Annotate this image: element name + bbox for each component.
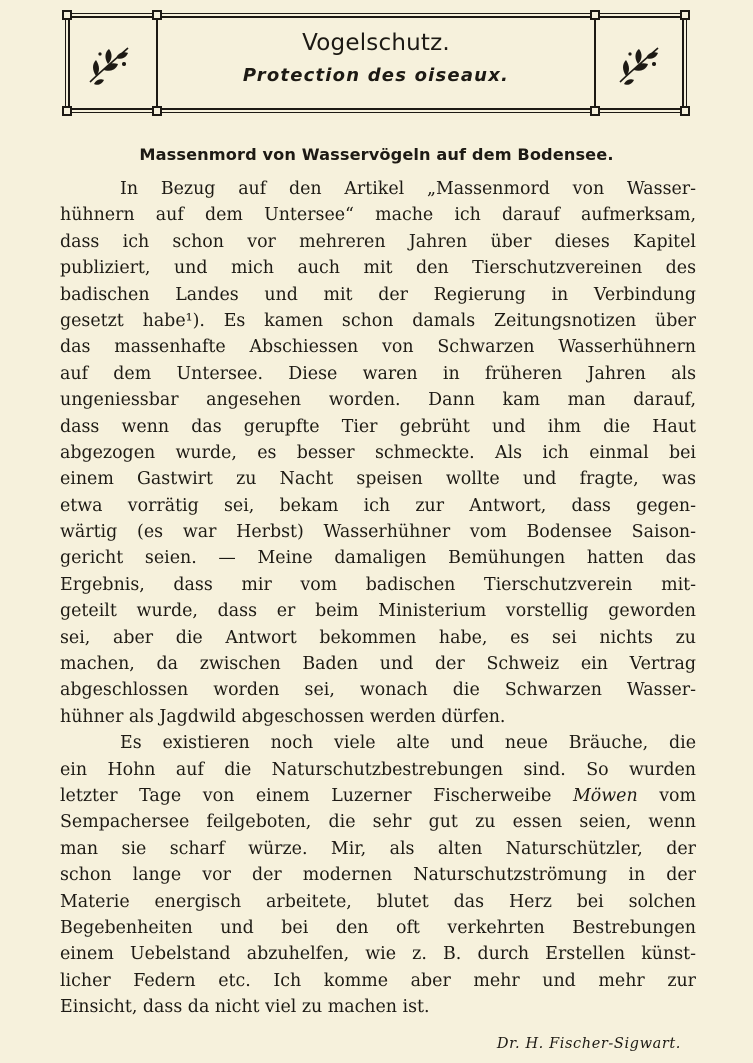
text-line: ein Hohn auf die Naturschutzbestrebungen sind. So wurden <box>60 759 696 780</box>
text-line: Sempachersee feilgeboten, die sehr gut zu essen seien, wenn <box>60 812 696 833</box>
text-line: abgeschlossen worden sei, wonach die Schwarzen Wasser- <box>60 680 696 701</box>
header-frame <box>62 10 690 116</box>
text-line: geteilt wurde, dass er beim Ministerium vorstellig geworden <box>60 601 696 622</box>
text-line: abgezogen wurde, es besser schmeckte. Als ich einmal bei <box>60 442 696 463</box>
section-title-german: Vogelschutz. <box>302 30 450 56</box>
text-line: Begebenheiten und bei den oft verkehrten Bestrebungen <box>60 917 696 938</box>
text-line: schon lange vor der modernen Naturschutzströmung in der <box>60 865 696 886</box>
text-line: licher Federn etc. Ich komme aber mehr und mehr zur <box>60 970 696 991</box>
text-line: ungeniessbar angesehen worden. Dann kam man darauf, <box>60 390 696 411</box>
leaf-ornament-icon <box>616 42 664 88</box>
text-line: hühner als Jagdwild abgeschossen werden dürfen. <box>60 706 506 727</box>
section-title-block <box>162 28 590 90</box>
section-title-french: Protection des oiseaux. <box>242 65 510 86</box>
leaf-ornament-icon <box>86 42 134 88</box>
text-line: Ergebnis, dass mir vom badischen Tierschutzverein mit- <box>60 574 696 595</box>
text-line: gericht seien. — Meine damaligen Bemühungen hatten das <box>60 548 696 569</box>
text-line: etwa vorrätig sei, bekam ich zur Antwort, dass gegen- <box>60 495 696 516</box>
text-line: Es existieren noch viele alte und neue Bräuche, die <box>120 733 696 754</box>
article-headline: Massenmord von Wasservögeln auf dem Bodensee. <box>139 145 614 164</box>
text-line: gesetzt habe¹). Es kamen schon damals Zeitungsnotizen über <box>60 310 696 331</box>
text-line: sei, aber die Antwort bekommen habe, es sei nichts zu <box>60 627 696 648</box>
text-fragment: letzter Tage von einem Luzerner Fischerweibe <box>60 785 552 806</box>
text-line: man sie scharf würze. Mir, als alten Naturschützler, der <box>60 838 696 859</box>
text-line: In Bezug auf den Artikel „Massenmord von Wasser- <box>120 179 696 199</box>
text-line: Materie energisch arbeitete, blutet das Herz bei solchen <box>60 891 696 912</box>
text-line: dass wenn das gerupfte Tier gebrüht und ihm die Haut <box>60 416 696 437</box>
text-line: badischen Landes und mit der Regierung in Verbindung <box>60 284 696 305</box>
text-line: publiziert, und mich auch mit den Tierschutzvereinen des <box>60 258 696 279</box>
text-line: einem Gastwirt zu Nacht speisen wollte und fragte, was <box>60 469 696 490</box>
text-line: Einsicht, dass da nicht viel zu machen ist. <box>60 997 430 1018</box>
text-line: auf dem Untersee. Diese waren in früheren Jahren als <box>60 363 696 384</box>
article-body <box>60 176 696 1021</box>
author-signature: Dr. H. Fischer-Sigwart. <box>496 1036 681 1052</box>
text-line: hühnern auf dem Untersee“ mache ich darauf aufmerksam, <box>60 205 696 226</box>
text-line: wärtig (es war Herbst) Wasserhühner vom Bodensee Saison- <box>60 522 696 543</box>
text-line: machen, da zwischen Baden und der Schweiz ein Vertrag <box>60 654 696 675</box>
text-fragment: vom <box>659 785 697 806</box>
emphasized-word: Möwen <box>572 785 638 806</box>
text-line: einem Uebelstand abzuhelfen, wie z. B. durch Erstellen künst- <box>60 944 696 965</box>
text-line: das massenhafte Abschiessen von Schwarzen Wasserhühnern <box>60 337 696 358</box>
text-line: dass ich schon vor mehreren Jahren über dieses Kapitel <box>60 231 696 252</box>
text-line <box>60 783 696 809</box>
